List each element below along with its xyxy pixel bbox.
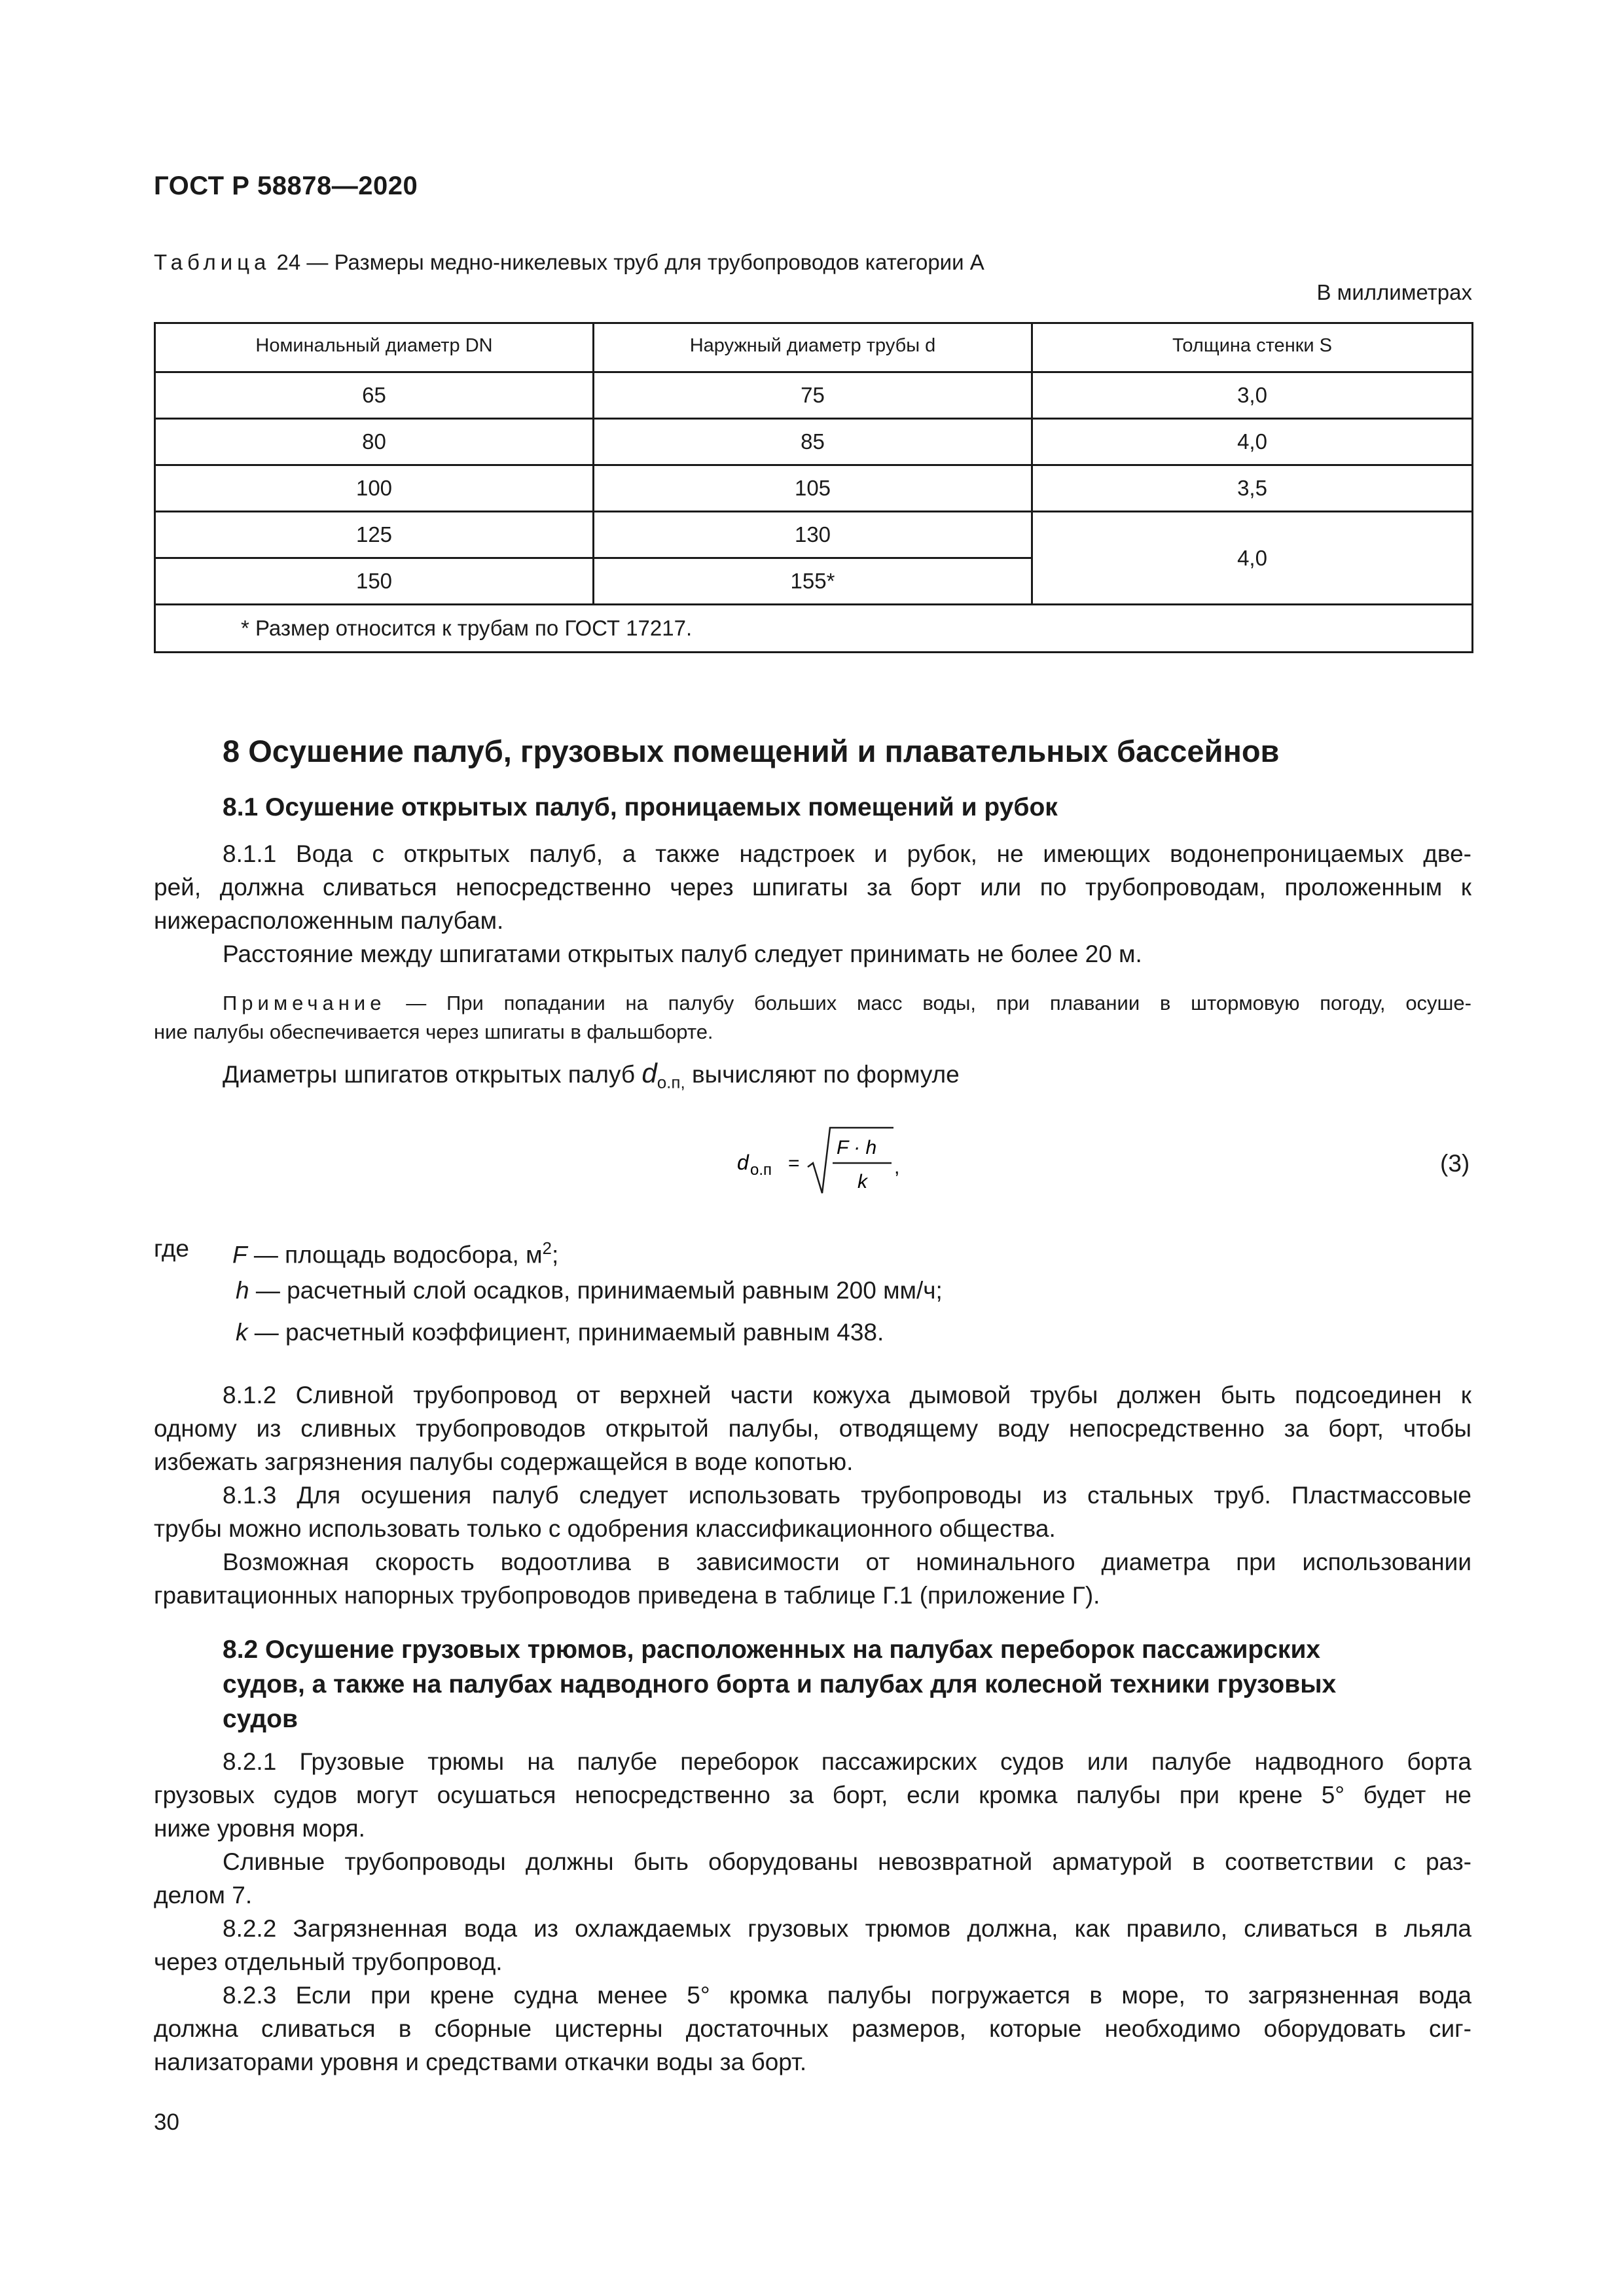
- table-row: [155, 512, 1473, 558]
- table-cell: 75: [594, 372, 1032, 419]
- table-header-row: [155, 323, 1473, 368]
- where-word: где: [154, 1235, 190, 1262]
- formula-denominator: k: [857, 1171, 867, 1193]
- table-row: [155, 465, 1473, 512]
- paragraph-8-1-2: [154, 1378, 1471, 1479]
- note-text: — При попадании на палубу больших масс воды, при плавании в штормовую погоду, осуше-: [386, 992, 1471, 1014]
- text-line: рей, должна сливаться непосредственно через шпигаты за борт или по трубопроводам, проложенным к: [154, 874, 1471, 901]
- table-cell: 100: [155, 465, 594, 512]
- text-line: 8.1.1 Вода с открытых палуб, а также надстроек и рубок, не имеющих водонепроницаемых две-: [223, 840, 1471, 867]
- table-cell: 130: [594, 512, 1032, 558]
- where-item-k: k — расчетный коэффициент, принимаемый равным 438.: [236, 1319, 884, 1346]
- note-block: [154, 989, 1471, 1047]
- text-line: Расстояние между шпигатами открытых палуб следует принимать не более 20 м.: [223, 941, 1142, 967]
- formula-symbol: d: [641, 1058, 657, 1088]
- table-caption-text: 24 — Размеры медно-никелевых труб для трубопроводов категории А: [270, 250, 984, 274]
- note-line: ние палубы обеспечивается через шпигаты в фальшборте.: [154, 1020, 713, 1043]
- text-line: избежать загрязнения палубы содержащейся в воде копотью.: [154, 1448, 854, 1475]
- text-line: нализаторами уровня и средствами откачки воды за борт.: [154, 2049, 807, 2075]
- text-line: Возможная скорость водоотлива в зависимости от номинального диаметра при использовании: [223, 1549, 1471, 1575]
- column-header: Толщина стенки S: [1032, 323, 1473, 368]
- text-line: 8.1.3 Для осушения палуб следует использовать трубопроводы из стальных труб. Пластмассовые: [223, 1482, 1471, 1509]
- equation-number: (3): [1440, 1150, 1470, 1177]
- text-line: 8.1.2 Сливной трубопровод от верхней части кожуха дымовой трубы должен быть подсоединен к: [223, 1382, 1471, 1408]
- note-line: [154, 989, 1471, 1018]
- table-cell: 65: [155, 372, 594, 419]
- text-line: 8.2.2 Загрязненная вода из охлаждаемых грузовых трюмов должна, как правило, сливаться в льяла: [223, 1915, 1471, 1942]
- where-item-h: h — расчетный слой осадков, принимаемый равным 200 мм/ч;: [236, 1277, 943, 1304]
- table-caption: [154, 250, 984, 275]
- text-line: должна сливаться в сборные цистерны достаточных размеров, которые необходимо оборудовать сиг-: [154, 2015, 1471, 2042]
- text-line: Диаметры шпигатов открытых палуб $d_{о.п,}$ вычисляют по формуле: [223, 1058, 960, 1092]
- paragraph-distance: [154, 937, 1471, 971]
- table-footnote: * Размер относится к трубам по ГОСТ 17217.: [155, 605, 1473, 653]
- pipe-dimensions-table: [154, 322, 1473, 653]
- column-header: Наружный диаметр трубы d: [594, 323, 1032, 368]
- text-line: трубы можно использовать только с одобрения классификационного общества.: [154, 1515, 1056, 1542]
- scupper-diameter-formula: [727, 1122, 923, 1201]
- text-line: 8.2.1 Грузовые трюмы на палубе переборок пассажирских судов или палубе надводного борта: [223, 1748, 1471, 1775]
- table-cell: 80: [155, 419, 594, 465]
- text-line: грузовых судов могут осушаться непосредственно за борт, если кромка палубы при крене 5° будет не: [154, 1782, 1471, 1808]
- table-cell: 3,0: [1032, 372, 1473, 419]
- text-line: ниже уровня моря.: [154, 1815, 365, 1842]
- table-row: [155, 419, 1473, 465]
- table-units: В миллиметрах: [1316, 280, 1472, 304]
- subsection-title-8-1: 8.1 Осушение открытых палуб, проницаемых помещений и рубок: [223, 793, 1058, 821]
- table-cell-merged: 4,0: [1032, 512, 1473, 605]
- text-line: одному из сливных трубопроводов открытой палубы, отводящему воду непосредственно за борт, чтобы: [154, 1415, 1471, 1442]
- formula-subscript: о.п,: [657, 1072, 685, 1092]
- table-cell: 105: [594, 465, 1032, 512]
- where-item-F: F — площадь водосбора, $м^2$;: [232, 1238, 559, 1268]
- formula-lhs: d: [737, 1151, 749, 1174]
- paragraph-formula-intro: [154, 1056, 1471, 1099]
- note-label: Примечание: [223, 992, 386, 1014]
- text-line: нижерасположенным палубам.: [154, 907, 504, 934]
- column-header: Номинальный диаметр DN: [155, 323, 594, 368]
- text-line: 8.2.3 Если при крене судна менее 5° кромка палубы погружается в море, то загрязненная вода: [223, 1982, 1471, 2009]
- table-caption-prefix: Таблица: [154, 250, 271, 274]
- svg-text:,: ,: [894, 1157, 900, 1178]
- table-cell: 85: [594, 419, 1032, 465]
- paragraph-drainage-speed: [154, 1545, 1471, 1612]
- text-line: гравитационных напорных трубопроводов приведена в таблице Г.1 (приложение Г).: [154, 1582, 1100, 1609]
- text-line: делом 7.: [154, 1882, 253, 1909]
- paragraph-8-2-3: [154, 1979, 1471, 2079]
- table-cell: 4,0: [1032, 419, 1473, 465]
- text-line: Сливные трубопроводы должны быть оборудованы невозвратной арматурой в соответствии с раз-: [223, 1848, 1471, 1875]
- text-line: через отдельный трубопровод.: [154, 1948, 503, 1975]
- table-cell: 125: [155, 512, 594, 558]
- section-title: 8 Осушение палуб, грузовых помещений и плавательных бассейнов: [223, 734, 1280, 768]
- document-code: ГОСТ Р 58878—2020: [154, 171, 418, 200]
- paragraph-drain-pipes: [154, 1845, 1471, 1912]
- paragraph-8-2-1: [154, 1745, 1471, 1845]
- table-cell: 155*: [594, 558, 1032, 605]
- table-row: [155, 372, 1473, 419]
- paragraph-8-1-1: [154, 837, 1471, 937]
- table-cell: 150: [155, 558, 594, 605]
- subsection-title-8-2: 8.2 Осушение грузовых трюмов, расположенных на палубах переборок пассажирских судов, а также на палубах надводного борта и палубах для колесной техники грузовых судов: [223, 1636, 1337, 1733]
- formula-numerator: F · h: [837, 1137, 877, 1158]
- table-cell: 3,5: [1032, 465, 1473, 512]
- formula-lhs-sub: о.п: [750, 1161, 772, 1179]
- paragraph-8-2-2: [154, 1912, 1471, 1979]
- paragraph-8-1-3: [154, 1479, 1471, 1545]
- svg-text:=: =: [788, 1153, 800, 1174]
- page-number: 30: [154, 2109, 179, 2135]
